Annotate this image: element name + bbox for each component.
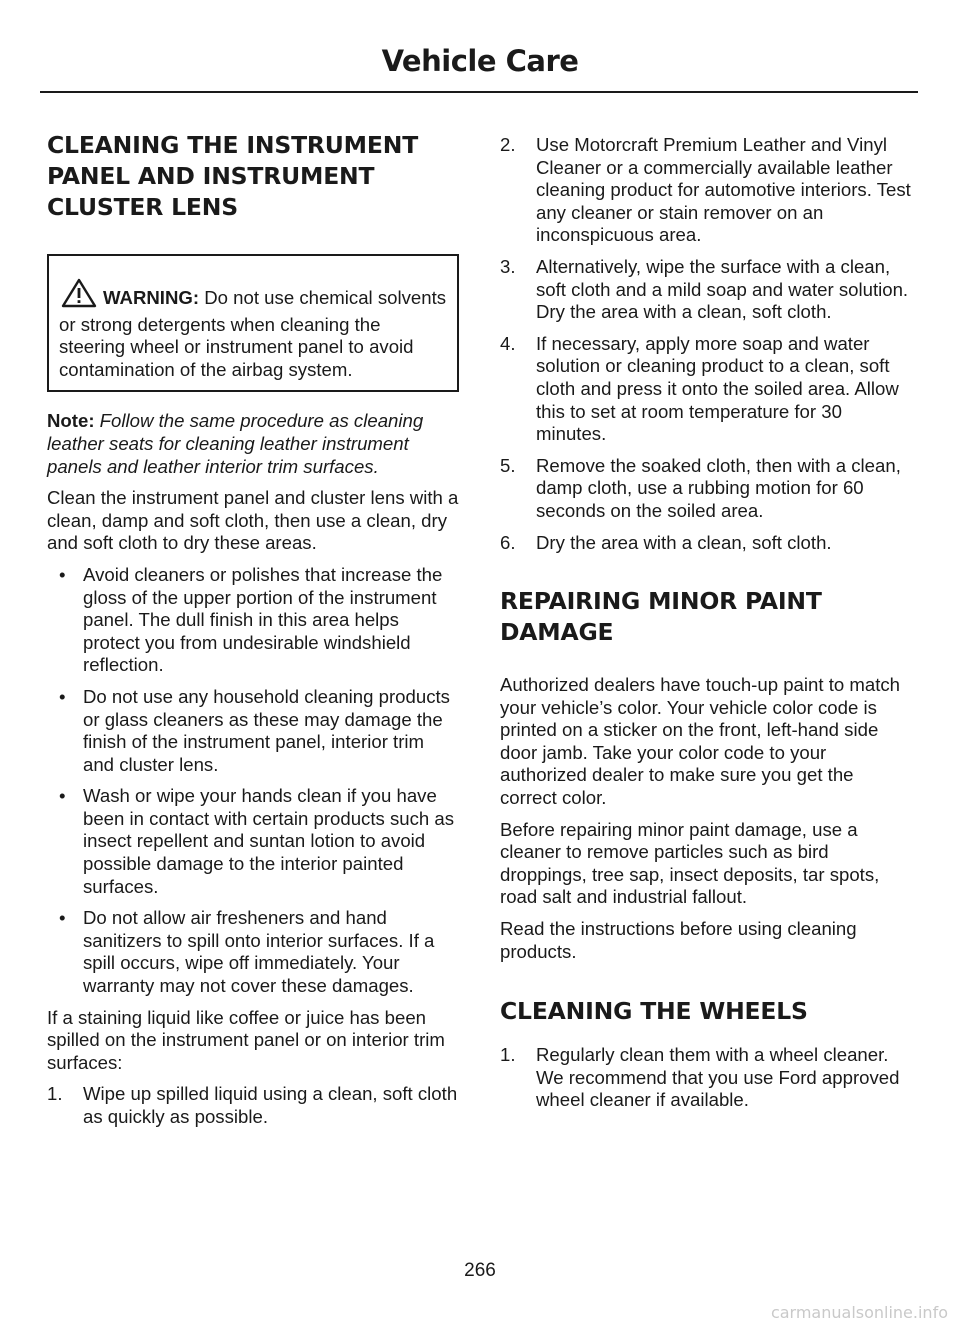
note-text: Follow the same procedure as cleaning leather seats for cleaning leather instrument panels and leather interior trim surfaces.	[47, 410, 424, 477]
stain-steps-right	[500, 134, 912, 554]
paint-paragraph: Read the instructions before using cleaning products.	[500, 918, 857, 962]
list-item: • Avoid cleaners or polishes that increase the gloss of the upper portion of the instrument panel. The dull finish in this area helps protect you from undesirable windshield reflection.	[59, 563, 443, 676]
left-column	[47, 130, 459, 1129]
header-divider	[40, 91, 918, 93]
warning-label: WARNING:	[103, 287, 200, 308]
paint-paragraph: Before repairing minor paint damage, use a cleaner to remove particles such as bird droppings, tree sap, insect deposits, tar spots, road salt and industrial fallout.	[500, 818, 880, 908]
heading-wheels: CLEANING THE WHEELS	[500, 997, 808, 1026]
wheel-steps	[500, 1044, 912, 1112]
note-paragraph	[47, 410, 459, 478]
heading-paint-damage: REPAIRING MINOR PAINT DAMAGE	[500, 587, 822, 647]
paint-paragraph: Authorized dealers have touch-up paint to match your vehicle’s color. Your vehicle color code is printed on a sticker on the front, left-hand side door jamb. Take your color code to your authorized dealer to make sure you get the correct color.	[500, 674, 901, 809]
bullet-list	[47, 564, 459, 998]
warning-box	[47, 254, 459, 392]
list-item: 2. Use Motorcraft Premium Leather and Vinyl Cleaner or a commercially available leather cleaning product for automotive interiors. Test any cleaner or stain remover on an inconspicuous area.	[500, 134, 911, 246]
stain-steps-left	[47, 1083, 459, 1128]
list-item: • Do not allow air fresheners and hand sanitizers to spill onto interior surfaces. If a spill occurs, wipe off immediately. Your warranty may not cover these damages.	[59, 907, 435, 997]
list-item: 5. Remove the soaked cloth, then with a clean, damp cloth, use a rubbing motion for 60 seconds on the soiled area.	[500, 454, 901, 521]
list-item: 3. Alternatively, wipe the surface with a clean, soft cloth and a mild soap and water solution. Dry the area with a clean, soft cloth.	[500, 255, 909, 323]
right-column	[500, 134, 912, 1112]
list-item: 6. Dry the area with a clean, soft cloth.	[500, 531, 832, 553]
list-item: 1. Regularly clean them with a wheel cleaner. We recommend that you use Ford approved wheel cleaner if available.	[500, 1044, 900, 1111]
page-number: 266	[464, 1260, 496, 1281]
note-label: Note:	[47, 410, 95, 432]
section-title: Vehicle Care	[381, 44, 579, 78]
list-item: 1. Wipe up spilled liquid using a clean, soft cloth as quickly as possible.	[47, 1083, 458, 1127]
list-item: • Wash or wipe your hands clean if you have been in contact with certain products such as insect repellent and suntan lotion to avoid possible damage to the interior painted surfaces.	[59, 785, 455, 897]
list-item: 4. If necessary, apply more soap and water solution or cleaning product to a clean, soft cloth and press it onto the soiled area. Allow this to set at room temperature for 30 minutes.	[500, 332, 899, 445]
heading-instrument-panel: CLEANING THE INSTRUMENT PANEL AND INSTRUMENT CLUSTER LENS	[47, 131, 419, 221]
list-item: • Do not use any household cleaning products or glass cleaners as these may damage the finish of the instrument panel, interior trim and cluster lens.	[59, 685, 450, 775]
warning-triangle-icon	[61, 278, 97, 314]
intro-paragraph: Clean the instrument panel and cluster lens with a clean, damp and soft cloth, then use a clean, dry and soft cloth to dry these areas.	[47, 487, 459, 554]
warning-text: Do not use chemical solvents or strong detergents when cleaning the steering wheel or instrument panel to avoid contamination of the airbag system.	[59, 287, 447, 380]
watermark: carmanualsonline.info	[770, 1303, 948, 1322]
stain-intro-paragraph: If a staining liquid like coffee or juice has been spilled on the instrument panel or on interior trim surfaces:	[47, 1006, 445, 1073]
